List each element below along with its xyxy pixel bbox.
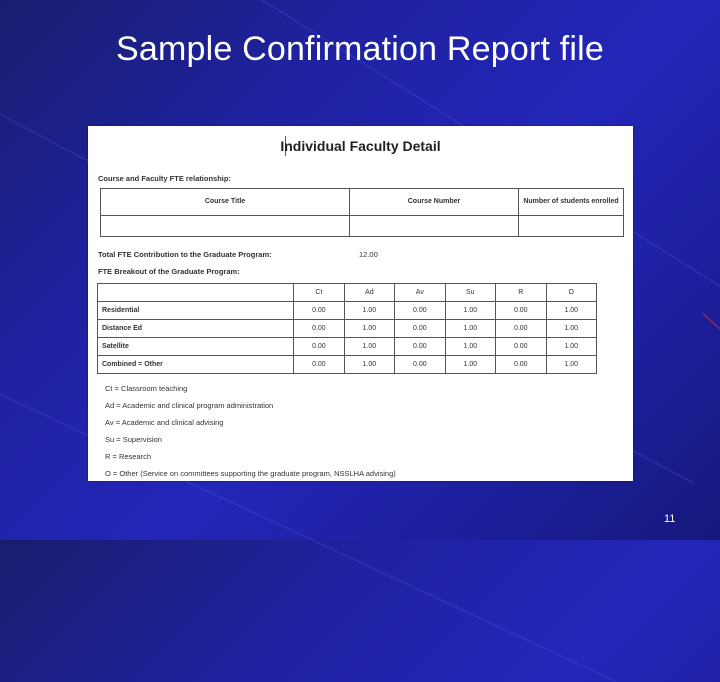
- course-number-header: Course Number: [350, 189, 519, 216]
- table-cell: 1.00: [445, 338, 495, 356]
- column-header: Av: [395, 284, 445, 302]
- course-section-label: Course and Faculty FTE relationship:: [98, 174, 231, 183]
- students-enrolled-header: Number of students enrolled: [519, 189, 624, 216]
- row-label: Distance Ed: [98, 320, 294, 338]
- column-header: Su: [445, 284, 495, 302]
- course-title-header: Course Title: [101, 189, 350, 216]
- table-cell: 1.00: [344, 338, 394, 356]
- table-cell: [519, 216, 624, 237]
- legend-item: O = Other (Service on committees supporting the graduate program, NSSLHA advising): [105, 469, 396, 478]
- legend-item: R = Research: [105, 452, 152, 461]
- table-cell: 0.00: [395, 338, 445, 356]
- table-cell: 1.00: [445, 356, 495, 374]
- table-row: [98, 338, 597, 356]
- table-cell: 0.00: [496, 320, 546, 338]
- table-cell: 0.00: [294, 320, 344, 338]
- table-cell: 0.00: [395, 356, 445, 374]
- table-cell: 0.00: [294, 302, 344, 320]
- table-row: [98, 302, 597, 320]
- legend-item: Ct = Classroom teaching: [105, 384, 188, 393]
- breakout-label: FTE Breakout of the Graduate Program:: [98, 267, 240, 276]
- table-cell: [98, 284, 294, 302]
- row-label: Combined = Other: [98, 356, 294, 374]
- legend-list: [105, 384, 396, 486]
- page-number: 11: [664, 513, 676, 525]
- table-cell: [350, 216, 519, 237]
- legend-item: Su = Supervision: [105, 435, 162, 444]
- table-cell: 0.00: [395, 302, 445, 320]
- slide-title: Sample Confirmation Report file: [115, 30, 605, 68]
- table-cell: 0.00: [496, 356, 546, 374]
- total-fte-value: 12.00: [359, 250, 378, 259]
- row-label: Satellite: [98, 338, 294, 356]
- table-header-row: [98, 284, 597, 302]
- report-document-image: [88, 126, 633, 481]
- table-cell: [101, 216, 350, 237]
- table-row: [98, 356, 597, 374]
- table-row: [98, 320, 597, 338]
- table-cell: 1.00: [546, 320, 597, 338]
- legend-item: Av = Academic and clinical advising: [105, 418, 224, 427]
- table-cell: 1.00: [344, 302, 394, 320]
- table-cell: 1.00: [445, 302, 495, 320]
- column-header: Ad: [344, 284, 394, 302]
- table-cell: 1.00: [546, 356, 597, 374]
- table-cell: 1.00: [546, 302, 597, 320]
- document-heading: Individual Faculty Detail: [280, 138, 441, 154]
- table-cell: 1.00: [546, 338, 597, 356]
- fte-breakout-table: [97, 283, 597, 374]
- table-cell: 1.00: [344, 356, 394, 374]
- legend-item: Ad = Academic and clinical program administration: [105, 401, 274, 410]
- column-header: Ct: [294, 284, 344, 302]
- table-cell: 1.00: [344, 320, 394, 338]
- table-cell: 0.00: [496, 302, 546, 320]
- column-header: O: [546, 284, 597, 302]
- decorative-line: [702, 313, 720, 334]
- table-cell: 0.00: [294, 338, 344, 356]
- table-cell: 1.00: [445, 320, 495, 338]
- table-cell: 0.00: [395, 320, 445, 338]
- column-header: R: [496, 284, 546, 302]
- course-table: [100, 188, 624, 237]
- table-cell: 0.00: [294, 356, 344, 374]
- row-label: Residential: [98, 302, 294, 320]
- table-cell: 0.00: [496, 338, 546, 356]
- total-fte-label: Total FTE Contribution to the Graduate Program:: [98, 250, 272, 259]
